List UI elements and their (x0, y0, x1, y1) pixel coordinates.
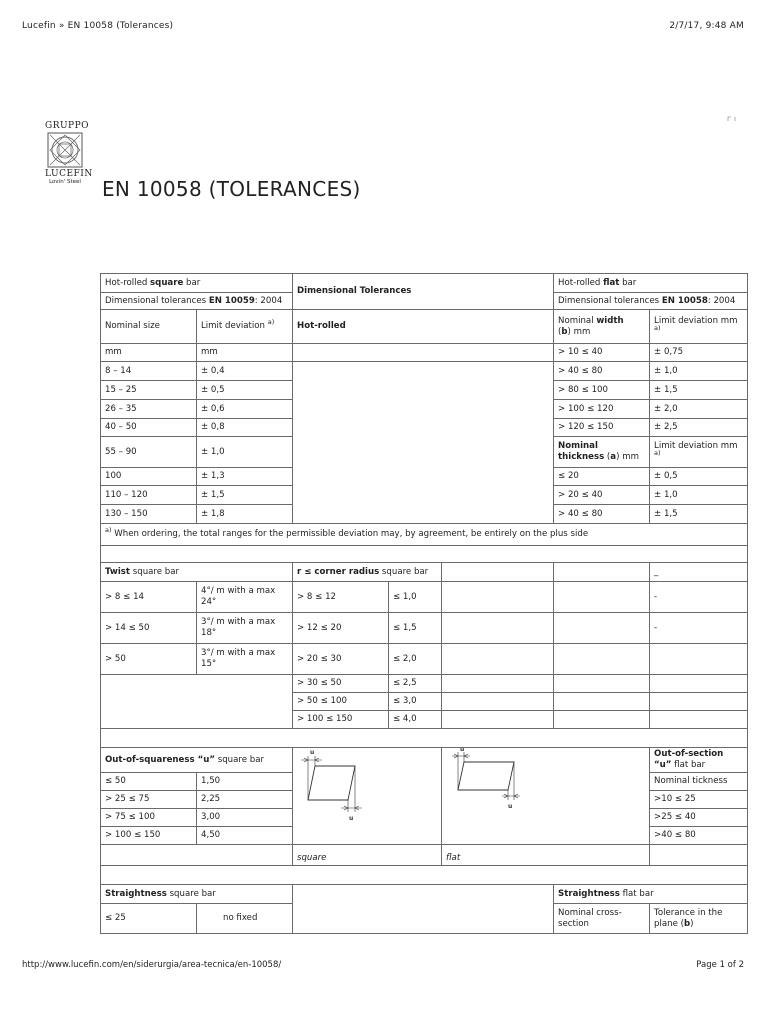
oos-range: > 100 ≤ 150 (101, 827, 197, 845)
corner-radius-heading: r ≤ corner radius square bar (293, 563, 442, 582)
logo-emblem-icon (46, 132, 84, 168)
empty-cell (554, 613, 650, 644)
square-bar-heading: Hot-rolled square bar (101, 274, 293, 293)
square-size: 110 – 120 (101, 486, 197, 505)
oosec-range: >40 ≤ 80 (650, 827, 748, 845)
empty-cell (101, 675, 293, 729)
width-limit-deviation-header: Limit deviation mm $^{a)}$ (650, 310, 748, 344)
empty-cell (442, 582, 554, 613)
dimensional-tolerances-heading: Dimensional Tolerances (293, 274, 554, 310)
logo-brand-name: LUCEFIN (45, 169, 93, 179)
width-deviation: ± 2,0 (650, 400, 748, 419)
square-size: 55 – 90 (101, 437, 197, 468)
radius-value: ≤ 2,0 (389, 644, 442, 675)
width-range: > 10 ≤ 40 (554, 344, 650, 362)
spacer-row (101, 866, 748, 885)
lucefin-logo[interactable] (45, 121, 93, 186)
page-count: Page 1 of 2 (696, 960, 744, 970)
square-caption: square (293, 845, 442, 866)
width-range: > 100 ≤ 120 (554, 400, 650, 419)
oos-value: 2,25 (197, 791, 293, 809)
oos-range: > 25 ≤ 75 (101, 791, 197, 809)
radius-value: ≤ 1,5 (389, 613, 442, 644)
browser-page-title: Lucefin » EN 10058 (Tolerances) (22, 21, 174, 31)
empty-cell (442, 644, 554, 675)
empty-cell (101, 845, 293, 866)
width-deviation: ± 2,5 (650, 419, 748, 437)
square-size: 26 – 35 (101, 400, 197, 419)
empty-cell (650, 644, 748, 675)
logo-tagline: Lovin' Steel (49, 179, 81, 185)
thickness-deviation: ± 0,5 (650, 468, 748, 486)
oos-value: 4,50 (197, 827, 293, 845)
radius-value: ≤ 3,0 (389, 693, 442, 711)
twist-value: 3°/ m with a max 15° (197, 644, 293, 675)
nominal-width-header: Nominal width (b) mm (554, 310, 650, 344)
hot-rolled-header: Hot-rolled (293, 310, 554, 344)
square-standard: Dimensional tolerances EN 10059: 2004 (101, 293, 293, 310)
u-label-top: u (460, 748, 465, 753)
oos-range: > 75 ≤ 100 (101, 809, 197, 827)
dash-cell: - (650, 613, 748, 644)
radius-value: ≤ 2,5 (389, 675, 442, 693)
page-url[interactable]: http://www.lucefin.com/en/siderurgia/area-tecnica/en-10058/ (22, 960, 282, 970)
twist-range: > 14 ≤ 50 (101, 613, 197, 644)
nominal-tickness-header: Nominal tickness (650, 773, 748, 791)
u-label-top: u (310, 749, 315, 756)
radius-range: > 50 ≤ 100 (293, 693, 389, 711)
empty-cell (554, 563, 650, 582)
width-deviation: ± 1,0 (650, 362, 748, 381)
flat-standard: Dimensional tolerances EN 10058: 2004 (554, 293, 748, 310)
empty-cell (554, 582, 650, 613)
thickness-deviation: ± 1,5 (650, 505, 748, 524)
spacer-row (101, 546, 748, 563)
square-out-of-squareness-diagram (293, 748, 442, 838)
empty-cell (650, 675, 748, 693)
empty-cell (554, 644, 650, 675)
straightness-flat-heading: Straightness flat bar (554, 885, 748, 904)
footnote: $^{a)}$ When ordering, the total ranges for the permissible deviation may, by agreement, be entirely on the plus side (101, 524, 748, 546)
width-range: > 40 ≤ 80 (554, 362, 650, 381)
radius-value: ≤ 4,0 (389, 711, 442, 729)
empty-cell (650, 711, 748, 729)
dash-cell: - (650, 582, 748, 613)
straightness-range: ≤ 25 (101, 904, 197, 934)
twist-value: 3°/ m with a max 18° (197, 613, 293, 644)
square-deviation: ± 1,0 (197, 437, 293, 468)
nominal-cross-section-header: Nominal cross-section (554, 904, 650, 934)
empty-cell (442, 563, 554, 582)
page-title: EN 10058 (TOLERANCES) (102, 177, 361, 202)
flat-caption: flat (442, 845, 650, 866)
width-range: > 80 ≤ 100 (554, 381, 650, 400)
limit-deviation-header: Limit deviation $^{a)}$ (197, 310, 293, 344)
empty-cell (650, 845, 748, 866)
empty-cell (442, 613, 554, 644)
empty-cell (293, 362, 554, 524)
radius-range: > 12 ≤ 20 (293, 613, 389, 644)
square-size: 15 – 25 (101, 381, 197, 400)
square-size: 8 – 14 (101, 362, 197, 381)
square-deviation: ± 0,4 (197, 362, 293, 381)
radius-range: > 30 ≤ 50 (293, 675, 389, 693)
flat-diagram-cell (442, 748, 650, 845)
square-size: 130 – 150 (101, 505, 197, 524)
deviation-unit: mm (197, 344, 293, 362)
out-of-squareness-heading: Out-of-squareness “u” square bar (101, 748, 293, 773)
corner-mark-icon (727, 116, 737, 122)
empty-cell (554, 675, 650, 693)
square-size: 40 – 50 (101, 419, 197, 437)
radius-range: > 8 ≤ 12 (293, 582, 389, 613)
square-deviation: ± 0,6 (197, 400, 293, 419)
oos-range: ≤ 50 (101, 773, 197, 791)
out-of-section-heading: Out-of-section “u” flat bar (650, 748, 748, 773)
thickness-range: > 20 ≤ 40 (554, 486, 650, 505)
nominal-thickness-header: Nominal thickness (a) mm (554, 437, 650, 468)
square-diagram-cell (293, 748, 442, 845)
radius-range: > 20 ≤ 30 (293, 644, 389, 675)
nominal-size-header: Nominal size (101, 310, 197, 344)
spacer-row (101, 729, 748, 748)
width-deviation: ± 0,75 (650, 344, 748, 362)
empty-cell (442, 675, 554, 693)
oos-value: 1,50 (197, 773, 293, 791)
width-deviation: ± 1,5 (650, 381, 748, 400)
empty-cell (442, 693, 554, 711)
radius-value: ≤ 1,0 (389, 582, 442, 613)
flat-out-of-section-diagram (442, 748, 650, 838)
empty-cell (293, 885, 554, 934)
straightness-square-heading: Straightness square bar (101, 885, 293, 904)
thickness-range: ≤ 20 (554, 468, 650, 486)
twist-heading: Twist square bar (101, 563, 293, 582)
thickness-range: > 40 ≤ 80 (554, 505, 650, 524)
u-label-bottom: u (349, 815, 354, 822)
logo-group-text: GRUPPO (45, 121, 90, 131)
twist-range: > 8 ≤ 14 (101, 582, 197, 613)
twist-range: > 50 (101, 644, 197, 675)
thickness-limit-deviation-header: Limit deviation mm $^{a)}$ (650, 437, 748, 468)
oosec-range: >10 ≤ 25 (650, 791, 748, 809)
oosec-range: >25 ≤ 40 (650, 809, 748, 827)
square-size: 100 (101, 468, 197, 486)
thickness-deviation: ± 1,0 (650, 486, 748, 505)
dash-cell: _ (650, 563, 748, 582)
square-deviation: ± 0,8 (197, 419, 293, 437)
tolerance-plane-header: Tolerance in the plane (b) (650, 904, 748, 934)
oos-value: 3,00 (197, 809, 293, 827)
u-label-bottom: u (508, 803, 513, 810)
empty-cell (442, 711, 554, 729)
square-deviation: ± 0,5 (197, 381, 293, 400)
empty-cell (554, 711, 650, 729)
square-deviation: ± 1,3 (197, 468, 293, 486)
square-deviation: ± 1,5 (197, 486, 293, 505)
straightness-value: no fixed (197, 904, 293, 934)
empty-cell (554, 693, 650, 711)
size-unit: mm (101, 344, 197, 362)
twist-value: 4°/ m with a max 24° (197, 582, 293, 613)
square-deviation: ± 1,8 (197, 505, 293, 524)
tolerance-table (100, 273, 748, 934)
print-datetime: 2/7/17, 9:48 AM (669, 21, 744, 31)
width-range: > 120 ≤ 150 (554, 419, 650, 437)
empty-cell (293, 344, 554, 362)
radius-range: > 100 ≤ 150 (293, 711, 389, 729)
flat-bar-heading: Hot-rolled flat bar (554, 274, 748, 293)
empty-cell (650, 693, 748, 711)
